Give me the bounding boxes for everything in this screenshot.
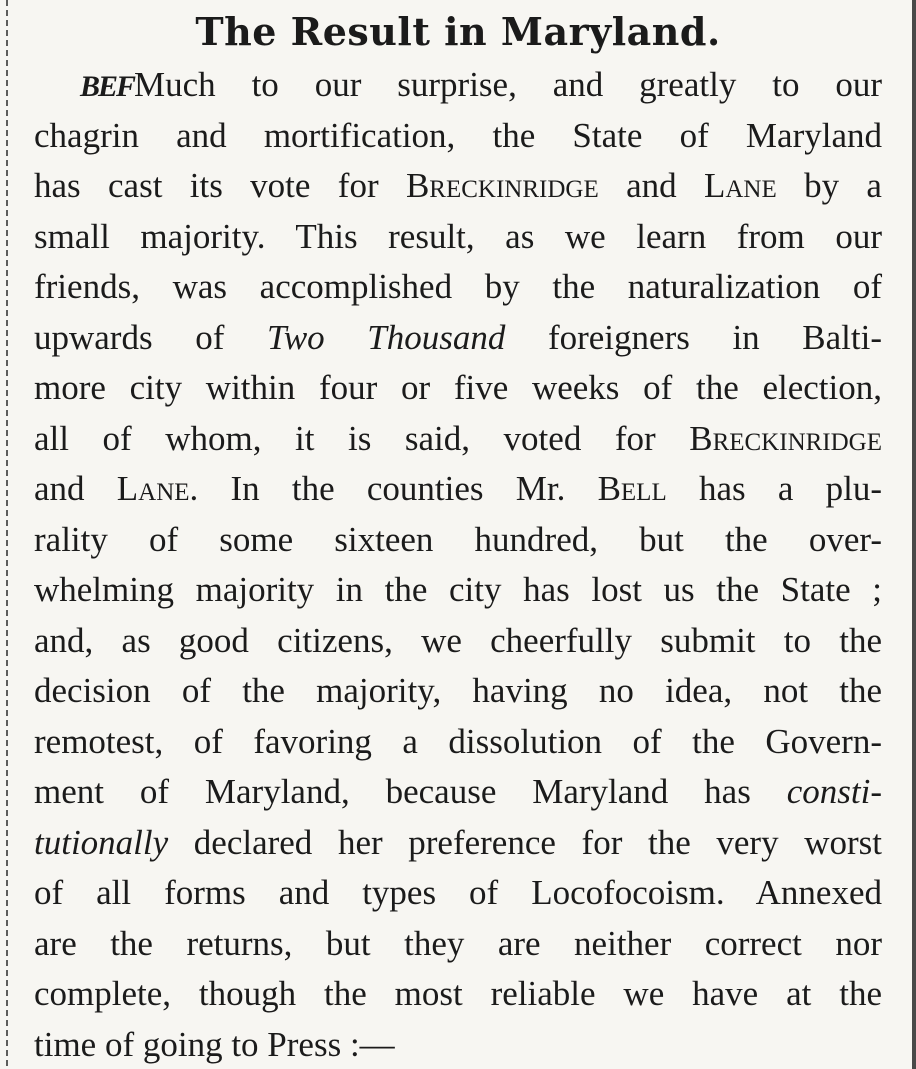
article-text: chagrin and mortification, the State of Maryland [34, 115, 882, 155]
article-text: Much to our surprise, and greatly to our [134, 65, 882, 104]
article-text: Breckinridge [405, 166, 599, 205]
article-line [34, 464, 882, 515]
article-text: has a plu- [666, 469, 882, 508]
article-text: time of going to Press :— [34, 1024, 395, 1064]
article-line [34, 262, 882, 313]
article-text: . In the counties Mr. [189, 469, 598, 508]
article-text: rality of some sixteen hundred, but the over- [34, 519, 882, 559]
article-text: friends, was accomplished by the naturalization of [34, 267, 882, 306]
article-text: more city within four or five weeks of the election, [34, 368, 882, 407]
article-line [34, 1020, 882, 1069]
article-text: declared her preference for the very worst [168, 822, 882, 862]
article-text: Lane [703, 166, 777, 205]
article-line [34, 515, 882, 566]
article-line [34, 363, 882, 414]
article-line [34, 717, 882, 768]
article-text: all of whom, it is said, voted for [34, 418, 690, 458]
article-text: foreigners in Balti- [505, 317, 882, 357]
article-line [34, 212, 882, 263]
pointing-hand-mark: BEF [80, 70, 135, 103]
article-text: decision of the majority, having no idea, not the [34, 671, 882, 710]
article-line [34, 969, 882, 1020]
article-line [34, 767, 882, 818]
article-line [34, 60, 882, 111]
article-line [34, 161, 882, 212]
article-line [34, 565, 882, 616]
column-rule-left [6, 0, 8, 1069]
headline: The Result in Maryland. [195, 9, 721, 54]
article-text: tutionally [34, 822, 169, 862]
article-text: and, as good citizens, we cheerfully submit to the [34, 620, 882, 660]
article-text: Bell [597, 469, 667, 508]
article-line [34, 868, 882, 919]
article-line [34, 616, 882, 667]
article-text: of all forms and types of Locofocoism. Annexed [34, 873, 882, 912]
article-text: are the returns, but they are neither correct nor [34, 923, 882, 963]
article-text: by a [776, 166, 882, 205]
article-text: remotest, of favoring a dissolution of the Govern- [34, 721, 882, 761]
article-text: small majority. This result, as we learn from our [34, 216, 882, 256]
article-line [34, 666, 882, 717]
article-line [34, 111, 882, 162]
article-text: Lane [116, 469, 190, 508]
article-text: consti- [786, 772, 882, 811]
article-text: and [34, 469, 117, 508]
article-text: whelming majority in the city has lost us the State ; [34, 570, 882, 609]
article-text: complete, though the most reliable we have at the [34, 974, 882, 1013]
article-text: and [598, 166, 704, 205]
article-text: Two Thousand [266, 317, 506, 357]
column-rule-right [912, 0, 916, 1069]
article-text: upwards of [34, 317, 267, 357]
article-line [34, 414, 882, 465]
article-line [34, 818, 882, 869]
article-body [34, 60, 882, 1069]
article-text: ment of Maryland, because Maryland has [34, 772, 787, 811]
article-text: Breckinridge [689, 418, 882, 458]
article-text: has cast its vote for [34, 166, 406, 205]
article-line [34, 313, 882, 364]
article-line [34, 919, 882, 970]
